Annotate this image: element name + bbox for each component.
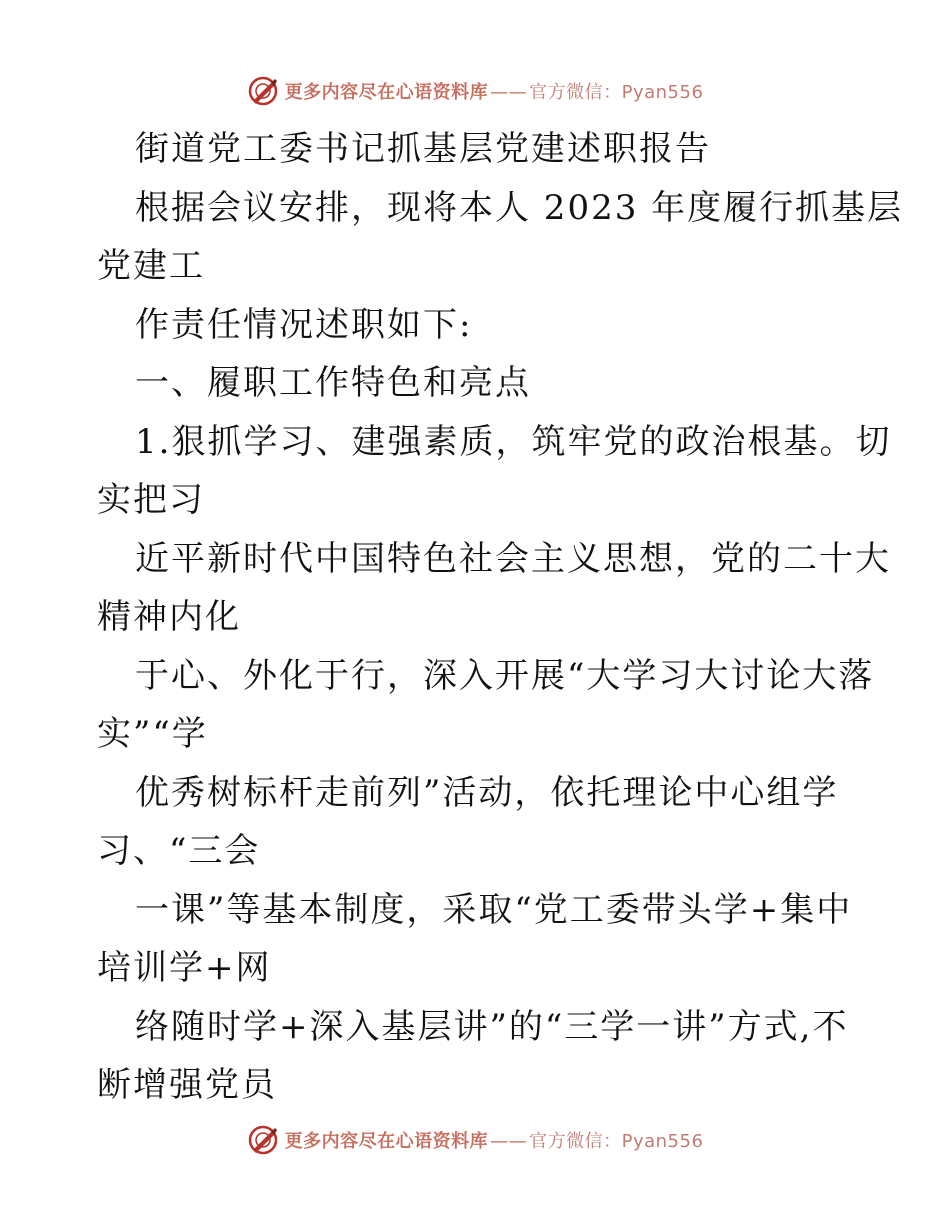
body-line: 实把习 [97,480,205,520]
banner-site-name: 更多内容尽在心语资料库 [284,1131,489,1152]
body-line: 优秀树标杆走前列”活动，依托理论中心组学 [135,772,839,813]
banner-site-name: 更多内容尽在心语资料库 [284,82,489,103]
footer-banner [0,1120,950,1160]
body-line: 络随时学+深入基层讲”的“三学一讲”方式,不 [135,1006,849,1047]
banner-separator: —— [490,82,528,103]
header-banner [0,71,950,111]
body-line: 根据会议安排，现将本人 2023 年度履行抓基层 [135,187,904,228]
banner-separator: —— [490,1131,528,1152]
banner-wechat-label: 官方微信： [529,1131,622,1152]
document-title: 街道党工委书记抓基层党建述职报告 [135,129,711,169]
body-line: 一课”等基本制度，采取“党工委带头学+集中 [135,889,853,930]
body-line: 实”“学 [97,714,208,754]
document-body [97,120,904,1115]
pen-logo-icon [247,1124,279,1156]
body-line: 于心、外化于行，深入开展“大学习大讨论大落 [135,655,875,696]
body-line: 党建工 [97,246,205,286]
section-heading: 一、履职工作特色和亮点 [135,363,531,403]
body-line: 培训学+网 [97,948,272,988]
pen-logo-icon [247,75,279,107]
body-line: 习、“三会 [97,831,261,871]
banner-wechat-label: 官方微信： [529,82,622,103]
banner-wechat-id: Pyan556 [621,82,704,103]
body-line: 作责任情况述职如下: [135,304,473,345]
body-line: 断增强党员 [97,1065,277,1105]
body-line: 近平新时代中国特色社会主义思想，党的二十大 [135,538,891,579]
body-line: 精神内化 [97,597,241,637]
body-line: 1.狠抓学习、建强素质，筑牢党的政治根基。切 [135,421,892,462]
banner-wechat-id: Pyan556 [621,1131,704,1152]
